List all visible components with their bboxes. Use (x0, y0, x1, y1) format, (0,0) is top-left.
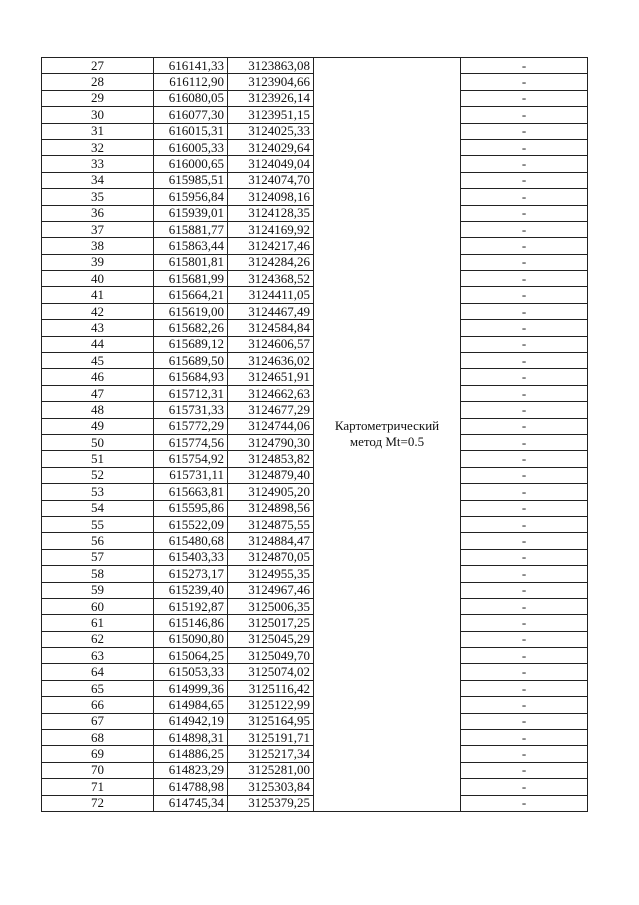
point-number-cell: 29 (42, 90, 154, 106)
y-coordinate-cell: 3125164,95 (228, 713, 314, 729)
point-number-cell: 32 (42, 139, 154, 155)
y-coordinate-cell: 3124875,55 (228, 516, 314, 532)
y-coordinate-cell: 3124898,56 (228, 500, 314, 516)
point-number-cell: 39 (42, 254, 154, 270)
point-number-cell: 59 (42, 582, 154, 598)
point-number-cell: 28 (42, 74, 154, 90)
note-cell: - (461, 484, 588, 500)
x-coordinate-cell: 615754,92 (154, 451, 228, 467)
y-coordinate-cell: 3124284,26 (228, 254, 314, 270)
note-cell: - (461, 90, 588, 106)
note-cell: - (461, 58, 588, 74)
y-coordinate-cell: 3124905,20 (228, 484, 314, 500)
x-coordinate-cell: 615064,25 (154, 648, 228, 664)
x-coordinate-cell: 615239,40 (154, 582, 228, 598)
y-coordinate-cell: 3124636,02 (228, 353, 314, 369)
method-line-2: метод Mt=0.5 (349, 434, 425, 450)
x-coordinate-cell: 616080,05 (154, 90, 228, 106)
x-coordinate-cell: 615619,00 (154, 303, 228, 319)
note-cell: - (461, 385, 588, 401)
note-cell: - (461, 500, 588, 516)
point-number-cell: 36 (42, 205, 154, 221)
x-coordinate-cell: 616077,30 (154, 107, 228, 123)
point-number-cell: 58 (42, 566, 154, 582)
note-cell: - (461, 287, 588, 303)
x-coordinate-cell: 614886,25 (154, 746, 228, 762)
note-cell: - (461, 697, 588, 713)
note-cell: - (461, 467, 588, 483)
x-coordinate-cell: 614823,29 (154, 762, 228, 778)
y-coordinate-cell: 3124169,92 (228, 221, 314, 237)
note-cell: - (461, 795, 588, 811)
y-coordinate-cell: 3124955,35 (228, 566, 314, 582)
x-coordinate-cell: 615403,33 (154, 549, 228, 565)
x-coordinate-cell: 615863,44 (154, 238, 228, 254)
y-coordinate-cell: 3125122,99 (228, 697, 314, 713)
y-coordinate-cell: 3124967,46 (228, 582, 314, 598)
note-cell: - (461, 631, 588, 647)
point-number-cell: 65 (42, 680, 154, 696)
y-coordinate-cell: 3125017,25 (228, 615, 314, 631)
x-coordinate-cell: 616141,33 (154, 58, 228, 74)
note-cell: - (461, 451, 588, 467)
x-coordinate-cell: 614942,19 (154, 713, 228, 729)
y-coordinate-cell: 3123926,14 (228, 90, 314, 106)
y-coordinate-cell: 3125303,84 (228, 779, 314, 795)
y-coordinate-cell: 3125217,34 (228, 746, 314, 762)
point-number-cell: 41 (42, 287, 154, 303)
point-number-cell: 30 (42, 107, 154, 123)
point-number-cell: 69 (42, 746, 154, 762)
table-row (42, 58, 588, 74)
point-number-cell: 70 (42, 762, 154, 778)
coordinates-table (41, 57, 588, 812)
note-cell: - (461, 598, 588, 614)
x-coordinate-cell: 616000,65 (154, 156, 228, 172)
y-coordinate-cell: 3124368,52 (228, 271, 314, 287)
note-cell: - (461, 221, 588, 237)
note-cell: - (461, 582, 588, 598)
y-coordinate-cell: 3124870,05 (228, 549, 314, 565)
y-coordinate-cell: 3124217,46 (228, 238, 314, 254)
x-coordinate-cell: 615090,80 (154, 631, 228, 647)
x-coordinate-cell: 615772,29 (154, 418, 228, 434)
x-coordinate-cell: 615595,86 (154, 500, 228, 516)
y-coordinate-cell: 3124662,63 (228, 385, 314, 401)
y-coordinate-cell: 3124411,05 (228, 287, 314, 303)
x-coordinate-cell: 614999,36 (154, 680, 228, 696)
x-coordinate-cell: 615985,51 (154, 172, 228, 188)
x-coordinate-cell: 614788,98 (154, 779, 228, 795)
x-coordinate-cell: 614984,65 (154, 697, 228, 713)
y-coordinate-cell: 3124128,35 (228, 205, 314, 221)
point-number-cell: 68 (42, 730, 154, 746)
note-cell: - (461, 648, 588, 664)
note-cell: - (461, 353, 588, 369)
y-coordinate-cell: 3124467,49 (228, 303, 314, 319)
x-coordinate-cell: 615731,33 (154, 402, 228, 418)
x-coordinate-cell: 614745,34 (154, 795, 228, 811)
point-number-cell: 49 (42, 418, 154, 434)
method-line-1: Картометрический (334, 418, 440, 434)
y-coordinate-cell: 3125281,00 (228, 762, 314, 778)
y-coordinate-cell: 3124853,82 (228, 451, 314, 467)
point-number-cell: 53 (42, 484, 154, 500)
y-coordinate-cell: 3125116,42 (228, 680, 314, 696)
x-coordinate-cell: 615522,09 (154, 516, 228, 532)
point-number-cell: 44 (42, 336, 154, 352)
x-coordinate-cell: 616015,31 (154, 123, 228, 139)
y-coordinate-cell: 3123904,66 (228, 74, 314, 90)
note-cell: - (461, 320, 588, 336)
point-number-cell: 56 (42, 533, 154, 549)
note-cell: - (461, 254, 588, 270)
note-cell: - (461, 664, 588, 680)
point-number-cell: 45 (42, 353, 154, 369)
y-coordinate-cell: 3124098,16 (228, 189, 314, 205)
point-number-cell: 51 (42, 451, 154, 467)
x-coordinate-cell: 615192,87 (154, 598, 228, 614)
x-coordinate-cell: 615682,26 (154, 320, 228, 336)
note-cell: - (461, 107, 588, 123)
x-coordinate-cell: 615684,93 (154, 369, 228, 385)
note-cell: - (461, 303, 588, 319)
point-number-cell: 37 (42, 221, 154, 237)
y-coordinate-cell: 3124049,04 (228, 156, 314, 172)
point-number-cell: 40 (42, 271, 154, 287)
note-cell: - (461, 746, 588, 762)
x-coordinate-cell: 614898,31 (154, 730, 228, 746)
note-cell: - (461, 205, 588, 221)
point-number-cell: 27 (42, 58, 154, 74)
point-number-cell: 38 (42, 238, 154, 254)
point-number-cell: 72 (42, 795, 154, 811)
y-coordinate-cell: 3125049,70 (228, 648, 314, 664)
y-coordinate-cell: 3125074,02 (228, 664, 314, 680)
point-number-cell: 55 (42, 516, 154, 532)
note-cell: - (461, 172, 588, 188)
point-number-cell: 61 (42, 615, 154, 631)
x-coordinate-cell: 616005,33 (154, 139, 228, 155)
note-cell: - (461, 566, 588, 582)
note-cell: - (461, 156, 588, 172)
note-cell: - (461, 123, 588, 139)
y-coordinate-cell: 3124584,84 (228, 320, 314, 336)
point-number-cell: 42 (42, 303, 154, 319)
x-coordinate-cell: 615731,11 (154, 467, 228, 483)
x-coordinate-cell: 616112,90 (154, 74, 228, 90)
y-coordinate-cell: 3125379,25 (228, 795, 314, 811)
x-coordinate-cell: 615956,84 (154, 189, 228, 205)
note-cell: - (461, 533, 588, 549)
x-coordinate-cell: 615801,81 (154, 254, 228, 270)
x-coordinate-cell: 615774,56 (154, 434, 228, 450)
point-number-cell: 33 (42, 156, 154, 172)
y-coordinate-cell: 3125045,29 (228, 631, 314, 647)
method-cell (314, 58, 461, 812)
x-coordinate-cell: 615664,21 (154, 287, 228, 303)
note-cell: - (461, 434, 588, 450)
y-coordinate-cell: 3123951,15 (228, 107, 314, 123)
y-coordinate-cell: 3124677,29 (228, 402, 314, 418)
point-number-cell: 71 (42, 779, 154, 795)
y-coordinate-cell: 3124879,40 (228, 467, 314, 483)
note-cell: - (461, 730, 588, 746)
x-coordinate-cell: 615939,01 (154, 205, 228, 221)
point-number-cell: 31 (42, 123, 154, 139)
point-number-cell: 50 (42, 434, 154, 450)
point-number-cell: 35 (42, 189, 154, 205)
y-coordinate-cell: 3123863,08 (228, 58, 314, 74)
note-cell: - (461, 418, 588, 434)
y-coordinate-cell: 3125006,35 (228, 598, 314, 614)
note-cell: - (461, 762, 588, 778)
point-number-cell: 64 (42, 664, 154, 680)
point-number-cell: 63 (42, 648, 154, 664)
x-coordinate-cell: 615146,86 (154, 615, 228, 631)
point-number-cell: 43 (42, 320, 154, 336)
x-coordinate-cell: 615053,33 (154, 664, 228, 680)
y-coordinate-cell: 3124074,70 (228, 172, 314, 188)
x-coordinate-cell: 615273,17 (154, 566, 228, 582)
point-number-cell: 57 (42, 549, 154, 565)
note-cell: - (461, 369, 588, 385)
point-number-cell: 52 (42, 467, 154, 483)
point-number-cell: 46 (42, 369, 154, 385)
note-cell: - (461, 238, 588, 254)
y-coordinate-cell: 3124744,06 (228, 418, 314, 434)
y-coordinate-cell: 3124606,57 (228, 336, 314, 352)
note-cell: - (461, 680, 588, 696)
y-coordinate-cell: 3125191,71 (228, 730, 314, 746)
note-cell: - (461, 336, 588, 352)
note-cell: - (461, 139, 588, 155)
point-number-cell: 67 (42, 713, 154, 729)
note-cell: - (461, 779, 588, 795)
x-coordinate-cell: 615480,68 (154, 533, 228, 549)
note-cell: - (461, 615, 588, 631)
point-number-cell: 60 (42, 598, 154, 614)
point-number-cell: 66 (42, 697, 154, 713)
coordinates-table-body (42, 58, 588, 812)
note-cell: - (461, 549, 588, 565)
note-cell: - (461, 74, 588, 90)
y-coordinate-cell: 3124884,47 (228, 533, 314, 549)
x-coordinate-cell: 615689,50 (154, 353, 228, 369)
point-number-cell: 62 (42, 631, 154, 647)
note-cell: - (461, 402, 588, 418)
point-number-cell: 48 (42, 402, 154, 418)
note-cell: - (461, 713, 588, 729)
point-number-cell: 47 (42, 385, 154, 401)
x-coordinate-cell: 615689,12 (154, 336, 228, 352)
y-coordinate-cell: 3124790,30 (228, 434, 314, 450)
x-coordinate-cell: 615681,99 (154, 271, 228, 287)
note-cell: - (461, 516, 588, 532)
x-coordinate-cell: 615712,31 (154, 385, 228, 401)
note-cell: - (461, 271, 588, 287)
note-cell: - (461, 189, 588, 205)
point-number-cell: 54 (42, 500, 154, 516)
y-coordinate-cell: 3124651,91 (228, 369, 314, 385)
y-coordinate-cell: 3124029,64 (228, 139, 314, 155)
point-number-cell: 34 (42, 172, 154, 188)
y-coordinate-cell: 3124025,33 (228, 123, 314, 139)
x-coordinate-cell: 615663,81 (154, 484, 228, 500)
x-coordinate-cell: 615881,77 (154, 221, 228, 237)
